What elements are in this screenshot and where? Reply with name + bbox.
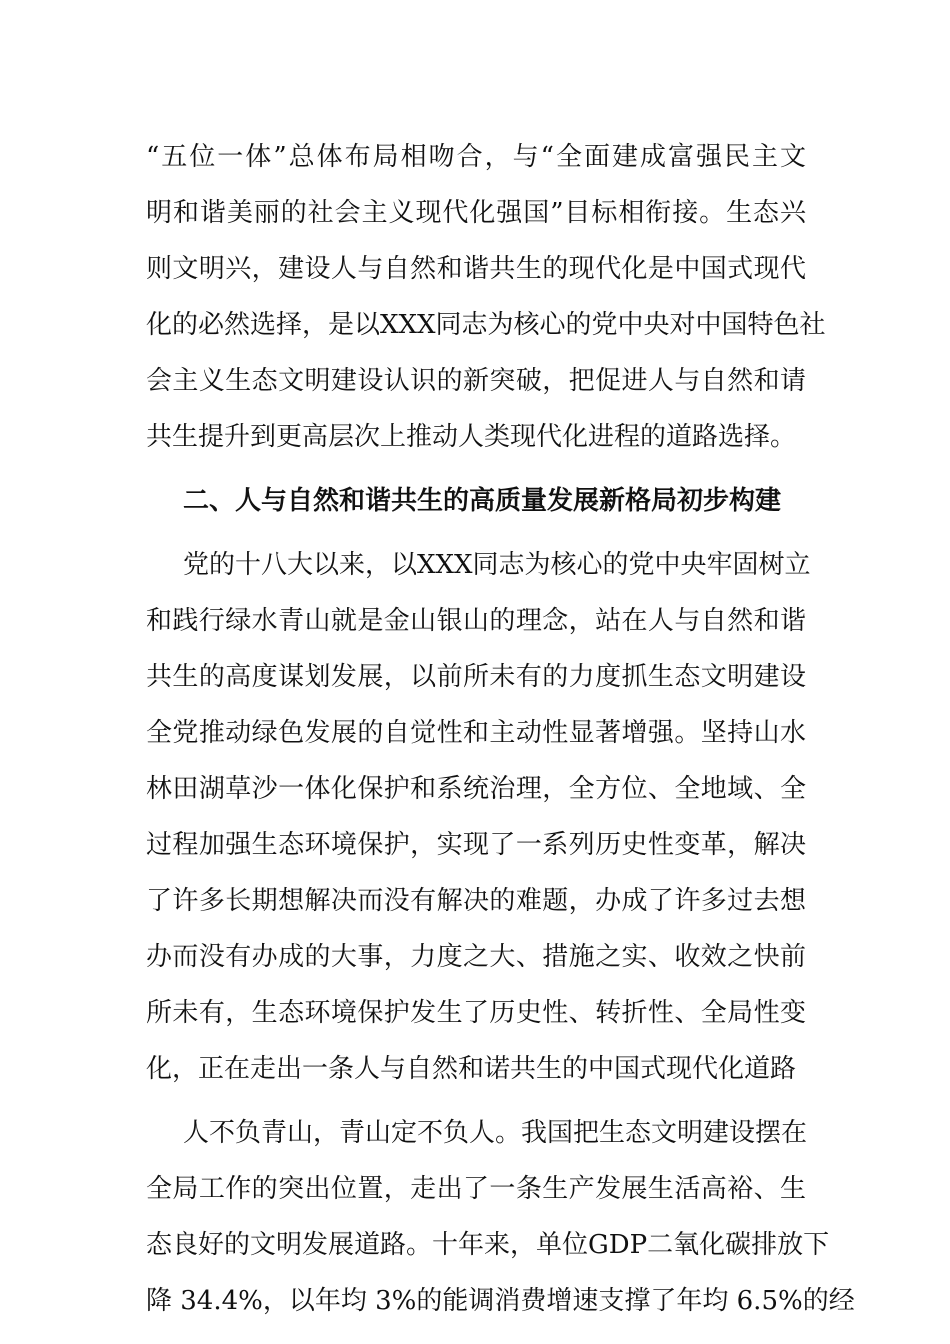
paragraph-1-line-6: 共生提升到更高层次上推动人类现代化进程的道路选择。 [146, 422, 797, 452]
paragraph-2-line-9: 所未有，生态环境保护发生了历史性、转折性、全局性变 [146, 998, 806, 1028]
paragraph-1-line-1: “五位一体”总体布局相吻合，与“全面建成富强民主文 [146, 142, 806, 172]
paragraph-3-line-1: 人不负青山，青山定不负人。我国把生态文明建设摆在 [183, 1118, 808, 1148]
paragraph-2-line-8: 办而没有办成的大事，力度之大、措施之实、收效之快前 [146, 942, 806, 972]
paragraph-1-line-4: 化的必然选择，是以XXX同志为核心的党中央对中国特色社 [146, 310, 826, 340]
paragraph-2-line-5: 林田湖草沙一体化保护和系统治理，全方位、全地域、全 [146, 774, 806, 804]
paragraph-2-line-4: 全党推动绿色发展的自觉性和主动性显著增强。坚持山水 [146, 718, 806, 748]
paragraph-1-line-2: 明和谐美丽的社会主义现代化强国”目标相衔接。生态兴 [146, 198, 806, 228]
paragraph-1-line-5: 会主义生态文明建设认识的新突破，把促进人与自然和请 [146, 366, 806, 396]
section-heading: 二、人与自然和谐共生的高质量发展新格局初步构建 [183, 486, 782, 516]
paragraph-2-line-3: 共生的高度谋划发展，以前所未有的力度抓生态文明建设 [146, 662, 806, 692]
paragraph-2-line-10: 化，正在走出一条人与自然和诺共生的中国式现代化道路 [146, 1054, 797, 1084]
paragraph-3-line-2: 全局工作的突出位置，走出了一条生产发展生活高裕、生 [146, 1174, 806, 1204]
paragraph-2-line-2: 和践行绿水青山就是金山银山的理念，站在人与自然和谐 [146, 606, 806, 636]
paragraph-2-line-1: 党的十八大以来，以XXX同志为核心的党中央牢固树立 [183, 550, 811, 580]
paragraph-3-line-3: 态良好的文明发展道路。十年来，单位GDP二氧化碳排放下 [146, 1230, 830, 1260]
paragraph-3-line-4: 降 34.4%，以年均 3%的能调消费增速支撑了年均 6.5%的经 [146, 1286, 855, 1316]
paragraph-2-line-7: 了许多长期想解决而没有解决的难题，办成了许多过去想 [146, 886, 806, 916]
paragraph-2-line-6: 过程加强生态环境保护，实现了一系列历史性变革，解决 [146, 830, 806, 860]
paragraph-1-line-3: 则文明兴，建设人与自然和谐共生的现代化是中国式现代 [146, 254, 806, 284]
